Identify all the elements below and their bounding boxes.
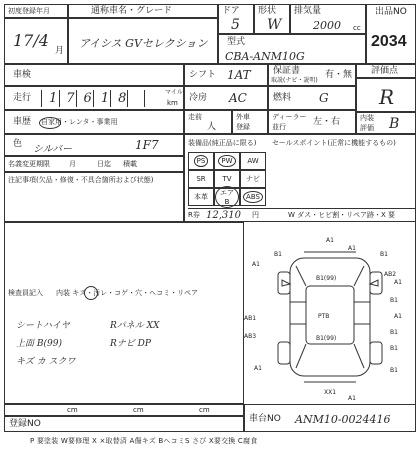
name-value-cell [68,18,218,64]
prev-value: 人 [207,122,217,132]
diagram-code-15: B1(99) [316,335,337,342]
mileage-mile-unit: マイル [165,89,183,96]
displacement-value: 2000 [313,19,341,32]
dim-cm-3: cm [199,406,210,414]
diagram-code-16: A1 [254,365,262,372]
fuel-label: 燃料 [273,93,292,103]
inspect-options: 内装 キズ・汚レ・コゲ・穴・ヘコミ・リペア [56,289,198,297]
equipment-code: ABS [243,191,263,203]
equipment-code: SR [196,175,206,183]
equipment-item [240,152,266,170]
diagram-code-2: B1 [274,251,282,258]
diagram-code-7: A1 [394,279,402,286]
equipment-grid [188,152,266,206]
dealer-label: ディーラー [272,113,307,121]
fuel-value: G [319,91,329,105]
equipment-code: PW [218,155,235,167]
history-label: 車歴 [13,117,32,127]
diagram-code-6: B1(99) [316,275,337,282]
shift-value: 1AT [227,68,251,82]
date-month: 月 [69,160,76,168]
ac-value: AC [229,91,247,105]
dealer-sub: 並行 [272,123,286,131]
model-value: CBA-ANM10G [225,50,305,63]
r-ticket-value: 12,310 [206,210,241,221]
diagram-code-5: AB2 [384,271,397,278]
diagram-code-12: AB3 [244,333,257,340]
diagram-code-11: A1 [394,313,402,320]
diagram-code-1: A1 [348,245,356,252]
color-label: 色 [13,139,23,149]
score-label: 評価点 [371,66,399,76]
equipment-item [188,152,214,170]
seal-label: セールスポイント(正常に機能するもの) [272,139,396,147]
mileage-cell [4,86,184,110]
equipment-item [188,170,214,188]
inspection-notes [4,222,244,404]
reg-no-label: 登録NO [9,419,41,429]
import-sub: 登録 [236,123,250,131]
diagram-code-13: B1 [390,329,398,336]
equipment-item [240,170,266,188]
date-cell [4,156,184,172]
chassis-label: 車台NO [249,414,281,424]
note-2: Rパネル XX [110,321,160,331]
warranty-sub: 取説(ナビ・説明) [271,77,318,84]
lot-cell [366,4,416,64]
damage-code-legend: P 要塗装 W要修理 X ×取替済 A傷キズ BヘコミS さび X要交換 C腐食 [30,437,258,445]
equip-label: 装備品(純正品に限る) [188,139,257,147]
mileage-unit: km [167,99,178,107]
equipment-code: エアB [215,186,239,208]
displacement-cell [290,4,366,34]
displacement-label: 排気量 [294,6,322,16]
diagram-code-10: B1 [390,297,398,304]
score-label-cell [356,64,416,78]
first-reg-label: 初度登録年月 [8,7,50,15]
equipment-code: AW [247,157,259,165]
door-cell [218,4,254,34]
diagram-code-0: A1 [326,237,334,244]
inspection-cell [4,64,184,86]
mileage-value: 17618 [49,91,136,106]
lot-number: 2034 [371,33,407,50]
name-label-cell [68,4,218,18]
score-value-cell [356,78,416,112]
equipment-item [240,188,266,206]
displacement-unit: cc [353,24,361,32]
steering-options: 左・右 [313,117,341,127]
diagram-code-8: AB1 [244,315,257,322]
equipment-item [214,152,240,170]
note-3: 上面 B(99) [16,339,62,349]
equipment-code: 本革 [194,193,208,201]
diagram-code-14: B1 [390,345,398,352]
diagram-code-19: A1 [348,395,356,402]
diagram-code-9: PTB [318,313,330,320]
date-day: 日迄 [97,160,111,168]
first-reg-label-cell [4,4,68,18]
diagram-code-18: XX1 [324,389,337,396]
prev-cell [184,110,232,134]
inspection-label: 車検 [13,70,32,80]
interior-cell [356,112,416,134]
door-value: 5 [231,17,240,33]
date-label: 名義変更期限 [8,160,50,168]
dimension-row [4,404,244,416]
diagram-code-3: B1 [380,251,388,258]
history-cell [4,110,184,134]
model-label: 型式 [227,37,246,47]
notes-label: 注記事項(欠品・修復・不具合箇所および状態) [8,176,154,184]
prev-label: 走前 [188,113,202,121]
r-ticket-row [188,208,416,222]
shape-cell [254,4,290,34]
history-options: 自家用・レンタ・事業用 [41,118,118,126]
wheel-rear-left [278,342,290,364]
equipment-code: ナビ [246,175,260,183]
shift-cell [184,64,268,86]
door-label: ドア [222,6,240,16]
dim-cm-1: cm [67,406,78,414]
import-label: 外車 [236,113,250,121]
model-cell [218,34,366,64]
warranty-options: 有・無 [325,70,353,80]
first-reg-unit: 月 [55,46,65,56]
inspect-label: 検査員記入 [8,289,43,297]
damage-legend-text: W ダス・ヒビ割・リペア跡・X 要 [288,211,396,219]
r-ticket-unit: 円 [252,211,259,219]
dim-cm-2: cm [133,406,144,414]
inspect-circle [84,286,98,300]
interior-value: B [389,116,400,132]
import-cell [232,110,268,134]
first-reg-value: 17/4 [13,31,49,50]
reg-no-cell [4,416,244,432]
color-code: 1F7 [135,138,159,152]
equipment-item [188,188,214,206]
notes-cell [4,172,184,222]
shift-label: シフト [189,70,217,80]
diagram-code-17: B1 [390,367,398,374]
color-cell [4,134,184,156]
mileage-label: 走行 [13,93,32,103]
shape-label: 形状 [258,6,277,16]
name-label: 通称車名・グレード [91,6,173,16]
interior-sub: 評価 [360,124,374,132]
loading-label: 積載 [123,160,137,168]
wheel-rear-right [370,342,382,364]
equipment-code: TV [222,175,232,183]
color-value: シルバー [33,144,73,155]
name-value: アイシス GVセレクション [79,37,208,50]
ac-cell [184,86,268,110]
diagram-code-4: A1 [252,261,260,268]
car-damage-diagram [244,222,416,404]
score-value: R [379,85,395,109]
note-5: キズ カ スクワ [16,357,76,367]
r-ticket-label: R券 [188,211,200,219]
first-reg-value-cell [4,18,68,64]
equipment-code: PS [194,155,209,167]
interior-label: 内装 [360,114,374,122]
warranty-label: 保証書 [273,66,301,76]
chassis-cell [244,404,416,432]
note-4: Rナビ DP [110,339,151,349]
note-1: シートハイヤ [16,321,70,331]
equipment-item [214,188,240,206]
dealer-cell [268,110,356,134]
warranty-cell [268,64,356,86]
chassis-value: ANM10-0024416 [295,413,391,426]
lot-label: 出品NO [375,7,407,17]
shape-value: W [267,17,282,33]
ac-label: 冷房 [189,93,208,103]
fuel-cell [268,86,356,110]
